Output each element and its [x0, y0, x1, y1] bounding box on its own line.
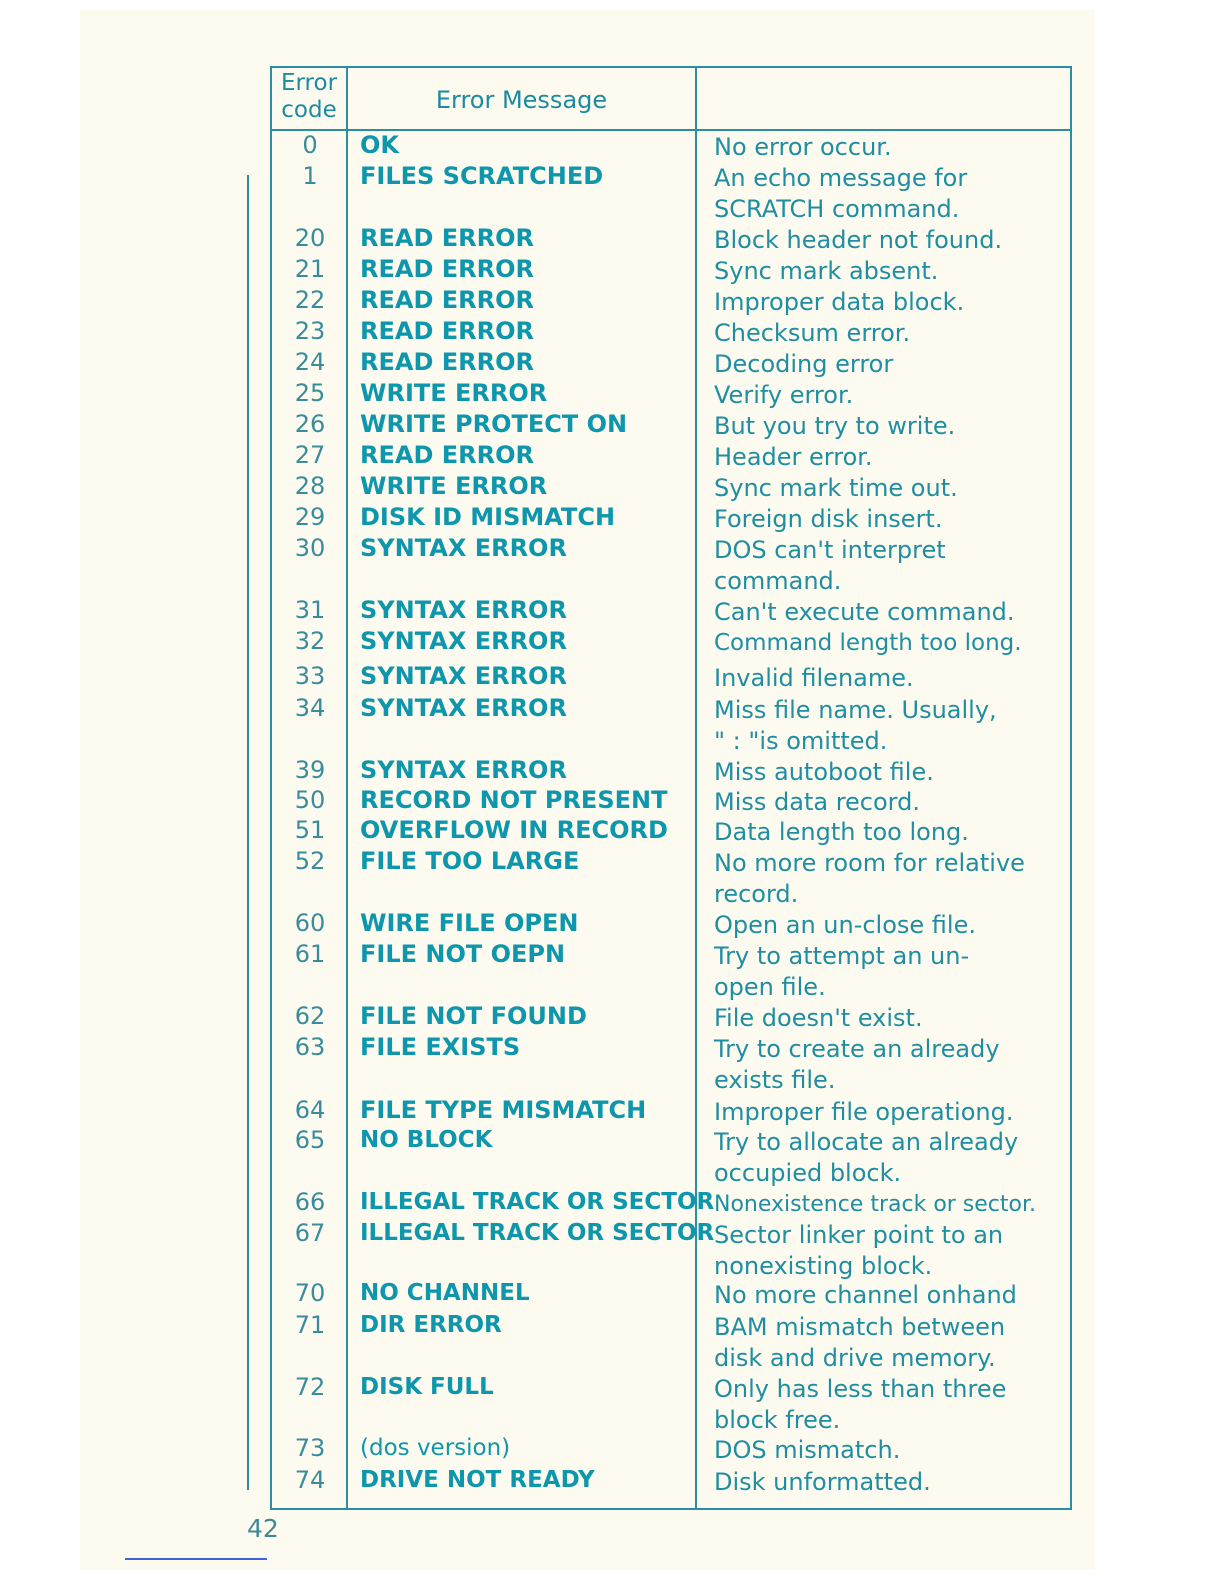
- error-message-cell: DISK FULL: [360, 1374, 494, 1400]
- error-description-cell: Sector linker point to an nonexisting block.: [714, 1221, 1004, 1280]
- table-row: [272, 161, 1072, 221]
- error-description-cell: Can't execute command.: [714, 598, 1015, 626]
- error-message-cell: SYNTAX ERROR: [360, 627, 567, 655]
- error-description-cell: No more room for relative record.: [714, 849, 1025, 908]
- error-code-cell: 33: [294, 662, 326, 690]
- table-row: [272, 693, 1072, 753]
- error-message-cell: READ ERROR: [360, 317, 534, 345]
- error-message-cell: WRITE PROTECT ON: [360, 410, 628, 438]
- error-code-cell: 66: [294, 1188, 326, 1216]
- error-code-cell: 21: [294, 255, 326, 283]
- error-code-cell: 64: [294, 1096, 326, 1124]
- table-row: [272, 1218, 1072, 1278]
- error-description-cell: Data length too long.: [714, 818, 969, 846]
- error-code-cell: 67: [294, 1219, 326, 1247]
- bottom-rule: [125, 1558, 267, 1560]
- error-description-cell: File doesn't exist.: [714, 1004, 923, 1032]
- error-message-cell: OK: [360, 131, 399, 159]
- error-code-cell: 27: [294, 441, 326, 469]
- error-message-cell: RECORD NOT PRESENT: [360, 786, 668, 814]
- error-code-cell: 70: [294, 1279, 326, 1307]
- error-description-cell: But you try to write.: [714, 412, 956, 440]
- error-message-cell: FILE EXISTS: [360, 1033, 521, 1061]
- error-message-cell: FILE TYPE MISMATCH: [360, 1096, 647, 1124]
- table-row: [272, 1032, 1072, 1092]
- error-code-cell: 26: [294, 410, 326, 438]
- error-description-cell: Improper data block.: [714, 288, 965, 316]
- error-description-cell: Header error.: [714, 443, 873, 471]
- error-code-cell: 39: [294, 756, 326, 784]
- error-description-cell: Sync mark absent.: [714, 257, 939, 285]
- error-code-cell: 50: [294, 786, 326, 814]
- error-description-cell: Miss data record.: [714, 788, 920, 816]
- error-description-cell: Miss autoboot file.: [714, 758, 934, 786]
- error-message-cell: WRITE ERROR: [360, 472, 548, 500]
- error-description-cell: Disk unformatted.: [714, 1468, 931, 1496]
- error-description-cell: Decoding error: [714, 350, 894, 378]
- error-message-cell: WRITE ERROR: [360, 379, 548, 407]
- page-number: 42: [247, 1514, 279, 1543]
- error-code-cell: 0: [302, 131, 318, 159]
- error-message-cell: READ ERROR: [360, 441, 534, 469]
- error-code-cell: 34: [294, 694, 326, 722]
- header-code-line1: Error: [280, 70, 338, 96]
- error-description-cell: Invalid filename.: [714, 664, 914, 692]
- error-code-cell: 28: [294, 472, 326, 500]
- table-row: [272, 939, 1072, 999]
- error-code-cell: 20: [294, 224, 326, 252]
- error-message-cell: ILLEGAL TRACK OR SECTOR: [360, 1220, 715, 1246]
- error-message-cell: FILES SCRATCHED: [360, 162, 604, 190]
- error-code-cell: 65: [294, 1126, 326, 1154]
- table-row: [272, 1310, 1072, 1370]
- error-code-cell: 51: [294, 816, 326, 844]
- error-message-cell: SYNTAX ERROR: [360, 694, 567, 722]
- error-description-cell: Foreign disk insert.: [714, 505, 943, 533]
- error-code-cell: 74: [294, 1466, 326, 1494]
- error-code-cell: 62: [294, 1002, 326, 1030]
- error-message-cell: (dos version): [360, 1435, 511, 1461]
- error-description-cell: Try to allocate an already occupied block.: [714, 1128, 1019, 1187]
- error-description-cell: Open an un-close file.: [714, 911, 976, 939]
- error-description-cell: DOS can't interpret command.: [714, 536, 946, 595]
- error-code-cell: 73: [294, 1434, 326, 1462]
- error-description-cell: BAM mismatch between disk and drive memory.: [714, 1313, 1006, 1372]
- error-message-cell: DRIVE NOT READY: [360, 1467, 595, 1493]
- error-message-cell: DISK ID MISMATCH: [360, 503, 616, 531]
- error-message-cell: READ ERROR: [360, 255, 534, 283]
- error-code-cell: 31: [294, 596, 326, 624]
- header-code-line2: code: [281, 97, 337, 123]
- error-message-cell: SYNTAX ERROR: [360, 596, 567, 624]
- table-row: [272, 1372, 1072, 1432]
- error-code-cell: 63: [294, 1033, 326, 1061]
- error-code-cell: 23: [294, 317, 326, 345]
- error-message-cell: ILLEGAL TRACK OR SECTOR: [360, 1189, 715, 1215]
- error-code-cell: 22: [294, 286, 326, 314]
- error-code-cell: 25: [294, 379, 326, 407]
- error-code-cell: 60: [294, 909, 326, 937]
- header-error-code: [272, 70, 346, 124]
- error-message-cell: READ ERROR: [360, 224, 534, 252]
- error-description-cell: An echo message for SCRATCH command.: [714, 164, 968, 223]
- error-code-cell: 30: [294, 534, 326, 562]
- error-description-cell: Nonexistence track or sector.: [714, 1192, 1037, 1217]
- error-code-cell: 29: [294, 503, 326, 531]
- error-code-cell: 71: [294, 1311, 326, 1339]
- error-message-cell: WIRE FILE OPEN: [360, 909, 579, 937]
- error-code-cell: 52: [294, 847, 326, 875]
- error-description-cell: Try to create an already exists file.: [714, 1035, 1000, 1094]
- margin-rule: [247, 175, 249, 1490]
- error-message-cell: FILE NOT OEPN: [360, 940, 566, 968]
- table-row: [272, 846, 1072, 906]
- error-code-cell: 32: [294, 627, 326, 655]
- table-row: [272, 1125, 1072, 1185]
- error-message-cell: NO CHANNEL: [360, 1280, 530, 1306]
- error-code-cell: 61: [294, 940, 326, 968]
- error-description-cell: No error occur.: [714, 133, 892, 161]
- error-message-cell: OVERFLOW IN RECORD: [360, 816, 668, 844]
- error-code-cell: 72: [294, 1373, 326, 1401]
- table-row: [272, 533, 1072, 593]
- error-message-cell: NO BLOCK: [360, 1127, 493, 1153]
- error-description-cell: Miss file name. Usually, " : "is omitted.: [714, 696, 997, 755]
- error-description-cell: Verify error.: [714, 381, 854, 409]
- error-description-cell: Block header not found.: [714, 226, 1003, 254]
- error-description-cell: Sync mark time out.: [714, 474, 958, 502]
- error-description-cell: DOS mismatch.: [714, 1436, 901, 1464]
- error-message-cell: DIR ERROR: [360, 1312, 502, 1338]
- error-description-cell: Command length too long.: [714, 630, 1022, 656]
- error-message-cell: READ ERROR: [360, 286, 534, 314]
- error-message-cell: SYNTAX ERROR: [360, 756, 567, 784]
- error-description-cell: No more channel onhand: [714, 1281, 1017, 1309]
- error-description-cell: Improper file operationg.: [714, 1098, 1014, 1126]
- error-code-cell: 24: [294, 348, 326, 376]
- error-message-cell: FILE TOO LARGE: [360, 847, 580, 875]
- error-message-cell: READ ERROR: [360, 348, 534, 376]
- error-message-cell: SYNTAX ERROR: [360, 662, 567, 690]
- header-error-message: Error Message: [435, 86, 608, 114]
- error-description-cell: Only has less than three block free.: [714, 1375, 1007, 1434]
- table-row: [272, 1465, 1072, 1525]
- error-description-cell: Try to attempt an un- open file.: [714, 942, 970, 1001]
- error-message-cell: FILE NOT FOUND: [360, 1002, 587, 1030]
- error-code-table: [270, 66, 1072, 1510]
- error-description-cell: Checksum error.: [714, 319, 911, 347]
- error-code-cell: 1: [302, 162, 318, 190]
- error-message-cell: SYNTAX ERROR: [360, 534, 567, 562]
